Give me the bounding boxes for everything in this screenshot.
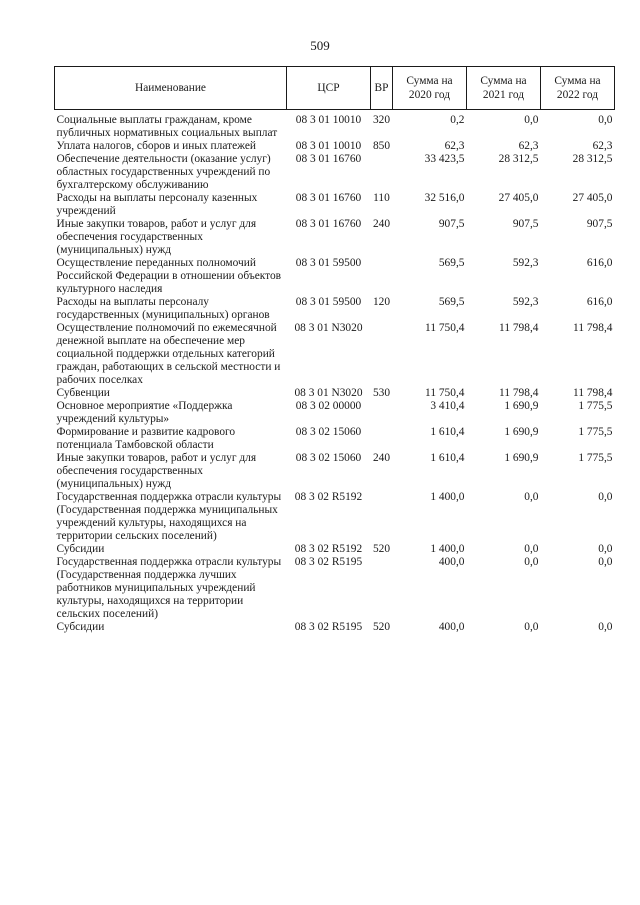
header-sum-2022: Сумма на 2022 год: [541, 67, 615, 110]
row-sum-2022: 0,0: [598, 114, 613, 126]
row-sum-2022: 1 775,5: [578, 400, 613, 412]
row-name: Социальные выплаты гражданам, кроме публичных нормативных социальных выплат: [56, 114, 278, 139]
row-sum-2021: 11 798,4: [499, 322, 539, 334]
row-name: Формирование и развитие кадрового потенциала Тамбовской области: [56, 426, 236, 451]
table-row: [55, 257, 615, 296]
row-sum-2022: 62,3: [592, 140, 613, 152]
row-vr: [371, 257, 393, 296]
table-row: [55, 140, 615, 153]
row-vr: 240: [372, 452, 391, 464]
row-vr: 520: [372, 621, 391, 633]
row-sum-2021: 27 405,0: [498, 192, 539, 204]
row-sum-2021: 592,3: [512, 257, 539, 269]
row-sum-2021: 0,0: [524, 543, 539, 555]
row-csr: 08 3 02 15060: [295, 452, 362, 464]
row-sum-2020: 11 750,4: [425, 387, 465, 399]
row-sum-2020: 1 610,4: [430, 426, 465, 438]
row-name: Государственная поддержка отрасли культуры (Государственная поддержка лучших работников муниципальных учреждений культуры, находящихся на территории сельских поселений): [56, 556, 282, 620]
row-vr: [371, 426, 393, 452]
table-body: [55, 110, 615, 635]
row-sum-2022: 11 798,4: [573, 387, 613, 399]
row-vr: 110: [373, 192, 390, 204]
row-vr: [371, 556, 393, 621]
row-csr: 08 3 01 16760: [295, 153, 362, 165]
row-sum-2022: 11 798,4: [573, 322, 613, 334]
row-vr: 240: [372, 218, 391, 230]
row-name: Обеспечение деятельности (оказание услуг) областных государственных учреждений по бухгалтерскому обслуживанию: [56, 153, 271, 191]
row-name: Осуществление полномочий по ежемесячной денежной выплате на обеспечение мер социальной поддержки отдельных категорий граждан, работающих в сельской местности и рабочих поселках: [56, 322, 281, 386]
row-name: Иные закупки товаров, работ и услуг для обеспечения государственных (муниципальных) нужд: [56, 218, 257, 256]
table-row: [55, 556, 615, 621]
row-vr: 320: [372, 114, 391, 126]
row-sum-2020: 569,5: [438, 257, 465, 269]
row-sum-2021: 0,0: [524, 491, 539, 503]
row-sum-2020: 3 410,4: [430, 400, 465, 412]
row-sum-2022: 0,0: [598, 491, 613, 503]
row-csr: 08 3 01 59500: [295, 257, 362, 269]
row-sum-2022: 0,0: [598, 543, 613, 555]
row-csr: 08 3 02 R5192: [294, 543, 363, 555]
table-row: [55, 400, 615, 426]
table-row: [55, 192, 615, 218]
table-row: [55, 452, 615, 491]
table-row: [55, 426, 615, 452]
row-name: Основное мероприятие «Поддержка учреждений культуры»: [56, 400, 233, 425]
row-name: Иные закупки товаров, работ и услуг для обеспечения государственных (муниципальных) нужд: [56, 452, 257, 490]
table-row: [55, 296, 615, 322]
row-vr: [371, 322, 393, 387]
header-vr: ВР: [371, 67, 393, 110]
row-sum-2020: 400,0: [438, 556, 465, 568]
row-csr: 08 3 01 10010: [295, 140, 362, 152]
row-sum-2020: 1 400,0: [430, 491, 465, 503]
row-sum-2020: 907,5: [438, 218, 465, 230]
row-sum-2022: 1 775,5: [578, 452, 613, 464]
table-row: [55, 621, 615, 634]
header-name: Наименование: [55, 67, 287, 110]
row-sum-2021: 1 690,9: [504, 426, 539, 438]
table-header-row: [55, 67, 615, 110]
row-csr: 08 3 02 00000: [295, 400, 362, 412]
row-sum-2020: 1 400,0: [430, 543, 465, 555]
row-vr: [371, 491, 393, 543]
row-csr: 08 3 02 15060: [295, 426, 362, 438]
row-sum-2022: 0,0: [598, 621, 613, 633]
table-row: [55, 543, 615, 556]
table-row: [55, 387, 615, 400]
row-name: Субсидии: [56, 621, 105, 633]
row-sum-2020: 569,5: [438, 296, 465, 308]
row-sum-2020: 32 516,0: [424, 192, 465, 204]
row-csr: 08 3 01 N3020: [294, 387, 363, 399]
table-row: [55, 110, 615, 141]
row-sum-2020: 33 423,5: [424, 153, 465, 165]
table-row: [55, 218, 615, 257]
header-csr: ЦСР: [287, 67, 371, 110]
row-sum-2020: 11 750,4: [425, 322, 465, 334]
row-sum-2020: 400,0: [438, 621, 465, 633]
row-sum-2021: 592,3: [512, 296, 539, 308]
row-sum-2020: 1 610,4: [430, 452, 465, 464]
header-sum-2021: Сумма на 2021 год: [467, 67, 541, 110]
row-sum-2022: 907,5: [586, 218, 613, 230]
row-name: Субвенции: [56, 387, 110, 399]
row-sum-2022: 28 312,5: [572, 153, 613, 165]
row-sum-2022: 1 775,5: [578, 426, 613, 438]
row-csr: 08 3 01 16760: [295, 192, 362, 204]
row-name: Расходы на выплаты персоналу государственных (муниципальных) органов: [56, 296, 270, 321]
row-vr: 850: [372, 140, 391, 152]
row-name: Уплата налогов, сборов и иных платежей: [56, 140, 256, 152]
page-number: 509: [310, 38, 330, 53]
row-vr: [371, 153, 393, 192]
row-sum-2022: 27 405,0: [572, 192, 613, 204]
row-sum-2022: 616,0: [586, 296, 613, 308]
row-sum-2021: 907,5: [512, 218, 539, 230]
table-row: [55, 491, 615, 543]
row-sum-2020: 62,3: [444, 140, 465, 152]
row-csr: 08 3 02 R5195: [294, 621, 363, 633]
row-sum-2022: 0,0: [598, 556, 613, 568]
row-csr: 08 3 01 16760: [295, 218, 362, 230]
row-sum-2021: 28 312,5: [498, 153, 539, 165]
row-csr: 08 3 01 59500: [295, 296, 362, 308]
row-sum-2022: 616,0: [586, 257, 613, 269]
row-sum-2021: 11 798,4: [499, 387, 539, 399]
row-sum-2021: 1 690,9: [504, 452, 539, 464]
table-row: [55, 153, 615, 192]
row-csr: 08 3 02 R5192: [294, 491, 363, 503]
table-row: [55, 322, 615, 387]
row-name: Осуществление переданных полномочий Российской Федерации в отношении объектов культурного наследия: [56, 257, 282, 295]
row-sum-2021: 1 690,9: [504, 400, 539, 412]
row-csr: 08 3 01 10010: [295, 114, 362, 126]
row-vr: 120: [372, 296, 391, 308]
row-sum-2021: 0,0: [524, 114, 539, 126]
row-sum-2021: 62,3: [518, 140, 539, 152]
row-name: Расходы на выплаты персоналу казенных учреждений: [56, 192, 258, 217]
row-csr: 08 3 01 N3020: [294, 322, 363, 334]
row-name: Государственная поддержка отрасли культуры (Государственная поддержка муниципальных учреждений культуры, находящихся на территории сельских поселений): [56, 491, 282, 542]
row-sum-2020: 0,2: [450, 114, 465, 126]
header-sum-2020: Сумма на 2020 год: [393, 67, 467, 110]
row-vr: 530: [372, 387, 391, 399]
row-sum-2021: 0,0: [524, 621, 539, 633]
row-vr: [371, 400, 393, 426]
row-vr: 520: [372, 543, 391, 555]
row-csr: 08 3 02 R5195: [294, 556, 363, 568]
budget-table: [54, 66, 615, 634]
row-sum-2021: 0,0: [524, 556, 539, 568]
row-name: Субсидии: [56, 543, 105, 555]
